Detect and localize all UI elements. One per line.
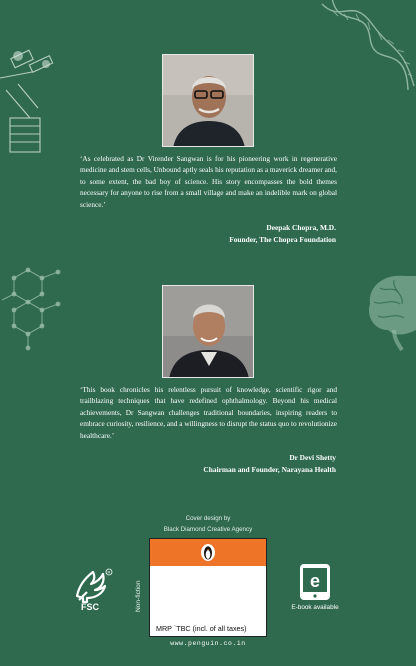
credit-line: Cover design by [185,515,231,522]
genre-label: Non-fiction [135,580,142,612]
svg-text:e: e [309,571,321,591]
molecule-icon [0,264,68,354]
brain-icon [364,270,416,352]
portrait-devi-shetty [162,285,254,378]
penguin-logo-icon [201,544,215,561]
penguin-band [150,539,266,566]
dna-helix-icon [318,0,416,92]
mrp-text: MRP `TBC (incl. of all taxes) [156,624,247,633]
attribution-role: Chairman and Founder, Narayana Health [203,464,336,474]
price-box [149,538,267,637]
credit-line: Black Diamond Creative Agency [163,525,253,533]
quote-attribution [79,452,336,475]
quote-text: ‘This book chronicles his relentless pursuit of knowledge, scientific rigor and trailblazing techniques that have redefined ophthalmology. Beyond his medical achievements, Dr Sangwan challenges traditional boundaries, inspiring readers to embrace curiosity, resilience, and a willingness to disrupt the status quo to revolutionize healthcare.’ [80,385,337,440]
ebook-icon [299,563,331,601]
svg-text:R: R [107,569,111,575]
attribution-name: Dr Devi Shetty [289,453,336,462]
portrait-deepak-chopra [162,54,254,147]
microscope-icon [0,38,60,156]
quote-text: ‘As celebrated as Dr Virender Sangwan is for his pioneering work in regenerative medicine and stem cells, Unbound aptly seals his reputation as a maverick dreamer and, to some extent, the bad boy of science. His story encompasses the bold themes necessary for anyone to rise from a small village and make an indelible mark on global science.’ [80,154,337,209]
publisher-url[interactable]: www.penguin.co.in [170,640,246,647]
attribution-name: Deepak Chopra, M.D. [266,223,336,232]
quote-attribution [79,222,336,245]
ebook-label: E-book available [291,604,339,611]
cover-design-credit [140,514,276,535]
fsc-label: FSC [81,602,99,612]
attribution-role: Founder, The Chopra Foundation [229,234,336,244]
